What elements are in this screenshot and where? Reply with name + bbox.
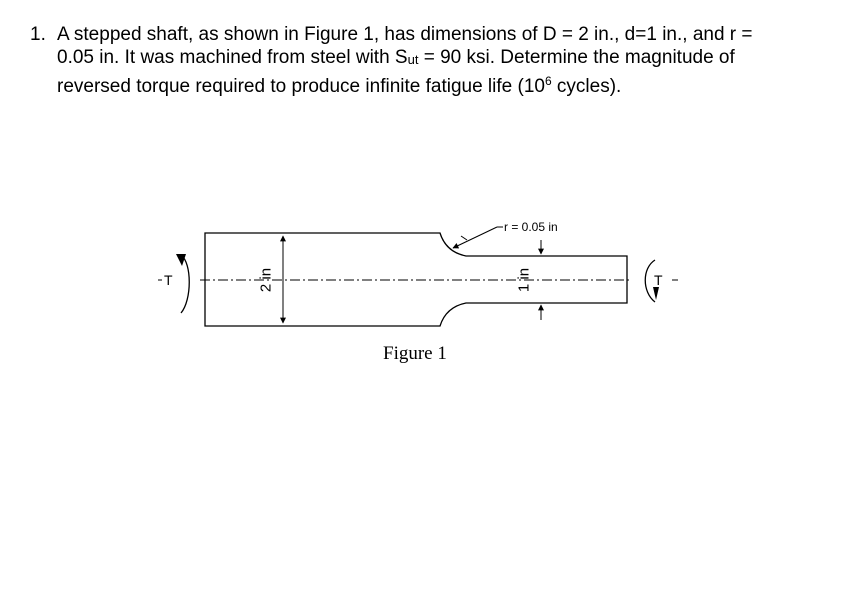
problem-line-2-end: = 90 ksi. Determine the magnitude of xyxy=(418,47,735,68)
fillet-center-mark xyxy=(461,236,467,240)
figure-caption: Figure 1 xyxy=(383,343,447,364)
large-diameter-label: 2 in xyxy=(257,267,275,293)
fillet-leader-diagonal xyxy=(453,227,497,248)
problem-line-1: A stepped shaft, as shown in Figure 1, has dimensions of D = 2 in., d=1 in., and r = xyxy=(57,24,753,45)
problem-line-3-end: cycles). xyxy=(551,76,622,97)
small-diameter-label: 1 in xyxy=(515,267,533,293)
ultimate-strength-subscript: ut xyxy=(407,52,419,67)
cycles-exponent: 6 xyxy=(544,74,552,88)
left-torque-label: T xyxy=(164,272,173,288)
problem-number: 1. xyxy=(30,24,46,45)
fillet-radius-label: r = 0.05 in xyxy=(504,220,558,234)
right-torque-label: T xyxy=(654,272,663,288)
problem-line-2-start: 0.05 in. It was machined from steel with S xyxy=(57,47,408,68)
right-torque-arrowhead xyxy=(653,287,659,300)
problem-line-3-start: reversed torque required to produce infinite fatigue life (10 xyxy=(57,76,545,97)
